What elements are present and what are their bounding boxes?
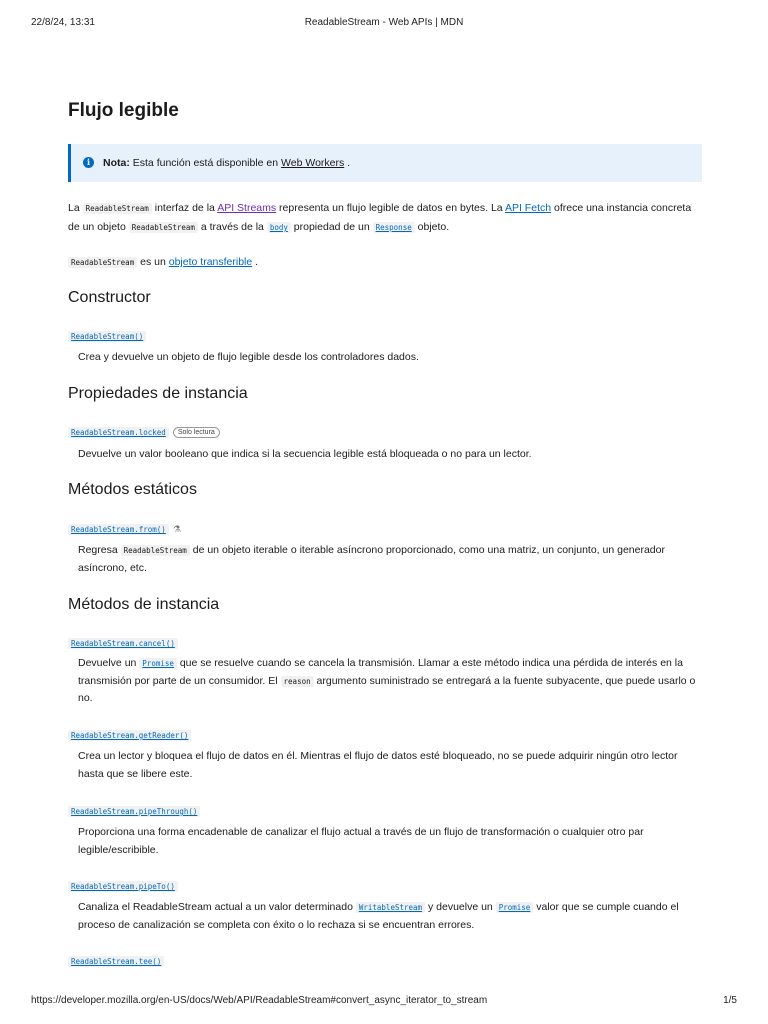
getreader-link[interactable]: ReadableStream.getReader() bbox=[68, 730, 191, 741]
pipethrough-link[interactable]: ReadableStream.pipeThrough() bbox=[68, 806, 200, 817]
print-header bbox=[0, 17, 768, 31]
page-title: Flujo legible bbox=[68, 100, 179, 121]
note-callout: i Nota: Esta función está disponible en Web Workers . bbox=[68, 144, 702, 182]
writablestream-link[interactable]: WritableStream bbox=[356, 902, 425, 913]
term-constructor bbox=[68, 331, 146, 342]
code-readablestream: ReadableStream bbox=[68, 257, 137, 268]
note-label: Nota: bbox=[103, 157, 130, 169]
readablestream-constructor-link[interactable]: ReadableStream() bbox=[68, 331, 146, 342]
code-reason: reason bbox=[281, 676, 314, 687]
cancel-description: Devuelve un Promise que se resuelve cuando se cancela la transmisión. Llamar a este método indica una pérdida de interés en la transmisión por parte de un consumidor. El reason argumento suministrado se entregará a la fuente subyacente, que puede usarlo o no. bbox=[78, 657, 696, 704]
from-link[interactable]: ReadableStream.from() bbox=[68, 524, 169, 535]
pipeto-description: Canaliza el ReadableStream actual a un valor determinado WritableStream y devuelve un Promise valor que se cumple cuando el proceso de canalización se completa con éxito o lo rechaza si se encuentran errores. bbox=[78, 901, 679, 931]
api-fetch-link[interactable]: API Fetch bbox=[504, 202, 552, 214]
term-pipeto bbox=[68, 881, 178, 892]
cancel-link[interactable]: ReadableStream.cancel() bbox=[68, 638, 178, 649]
term-pipethrough bbox=[68, 806, 200, 817]
read-only-badge: Solo lectura bbox=[173, 427, 220, 438]
api-streams-link[interactable]: API Streams bbox=[217, 202, 277, 214]
tee-link[interactable]: ReadableStream.tee() bbox=[68, 956, 164, 967]
promise-link[interactable]: Promise bbox=[139, 658, 177, 669]
note-text: Esta función está disponible en bbox=[129, 157, 282, 169]
flask-icon: ⚗ bbox=[172, 524, 181, 534]
print-page-count: 1/5 bbox=[723, 995, 737, 1006]
locked-description: Devuelve un valor booleano que indica si la secuencia legible está bloqueada o no para un lector. bbox=[78, 448, 532, 460]
pipeto-link[interactable]: ReadableStream.pipeTo() bbox=[68, 881, 178, 892]
print-url: https://developer.mozilla.org/en-US/docs/Web/API/ReadableStream#convert_async_iterator_to_stream bbox=[31, 995, 488, 1006]
print-page-title: ReadableStream - Web APIs | MDN bbox=[304, 17, 464, 28]
heading-instance-properties: Propiedades de instancia bbox=[68, 385, 248, 402]
print-footer bbox=[0, 995, 768, 1009]
transfer-paragraph: ReadableStream es un objeto transferible . bbox=[68, 253, 702, 272]
from-description: Regresa ReadableStream de un objeto iterable o iterable asíncrono proporcionado, como una matriz, un conjunto, un generador asíncrono, etc. bbox=[78, 544, 665, 574]
heading-constructor: Constructor bbox=[68, 289, 151, 306]
info-icon: i bbox=[83, 157, 94, 168]
pipethrough-description: Proporciona una forma encadenable de canalizar el flujo actual a través de un flujo de transformación o cualquier otro par legible/escribible. bbox=[78, 826, 644, 856]
locked-link[interactable]: ReadableStream.locked bbox=[68, 427, 169, 438]
response-link[interactable]: Response bbox=[373, 222, 415, 233]
constructor-description: Crea y devuelve un objeto de flujo legible desde los controladores dados. bbox=[78, 351, 419, 363]
term-cancel bbox=[68, 638, 178, 649]
print-datetime: 22/8/24, 13:31 bbox=[31, 17, 95, 28]
body-link[interactable]: body bbox=[267, 222, 291, 233]
code-readablestream: ReadableStream bbox=[121, 545, 190, 556]
heading-static-methods: Métodos estáticos bbox=[68, 481, 197, 498]
term-getreader bbox=[68, 730, 191, 741]
getreader-description: Crea un lector y bloquea el flujo de datos en él. Mientras el flujo de datos esté bloqueado, no se puede adquirir ningún otro lector hasta que se libere este. bbox=[78, 750, 678, 780]
heading-instance-methods: Métodos de instancia bbox=[68, 596, 220, 613]
code-readablestream: ReadableStream bbox=[83, 203, 152, 214]
transferable-object-link[interactable]: objeto transferible bbox=[168, 256, 253, 268]
term-tee bbox=[68, 956, 164, 967]
term-locked bbox=[68, 427, 220, 438]
web-workers-link[interactable]: Web Workers bbox=[281, 157, 345, 169]
promise-link[interactable]: Promise bbox=[496, 902, 534, 913]
code-readablestream: ReadableStream bbox=[129, 222, 198, 233]
intro-paragraph: La ReadableStream interfaz de la API Streams representa un flujo legible de datos en bytes. La API Fetch ofrece una instancia concreta de un objeto ReadableStream a través de la body propiedad de un Response objeto. bbox=[68, 202, 692, 233]
term-from bbox=[68, 524, 181, 535]
